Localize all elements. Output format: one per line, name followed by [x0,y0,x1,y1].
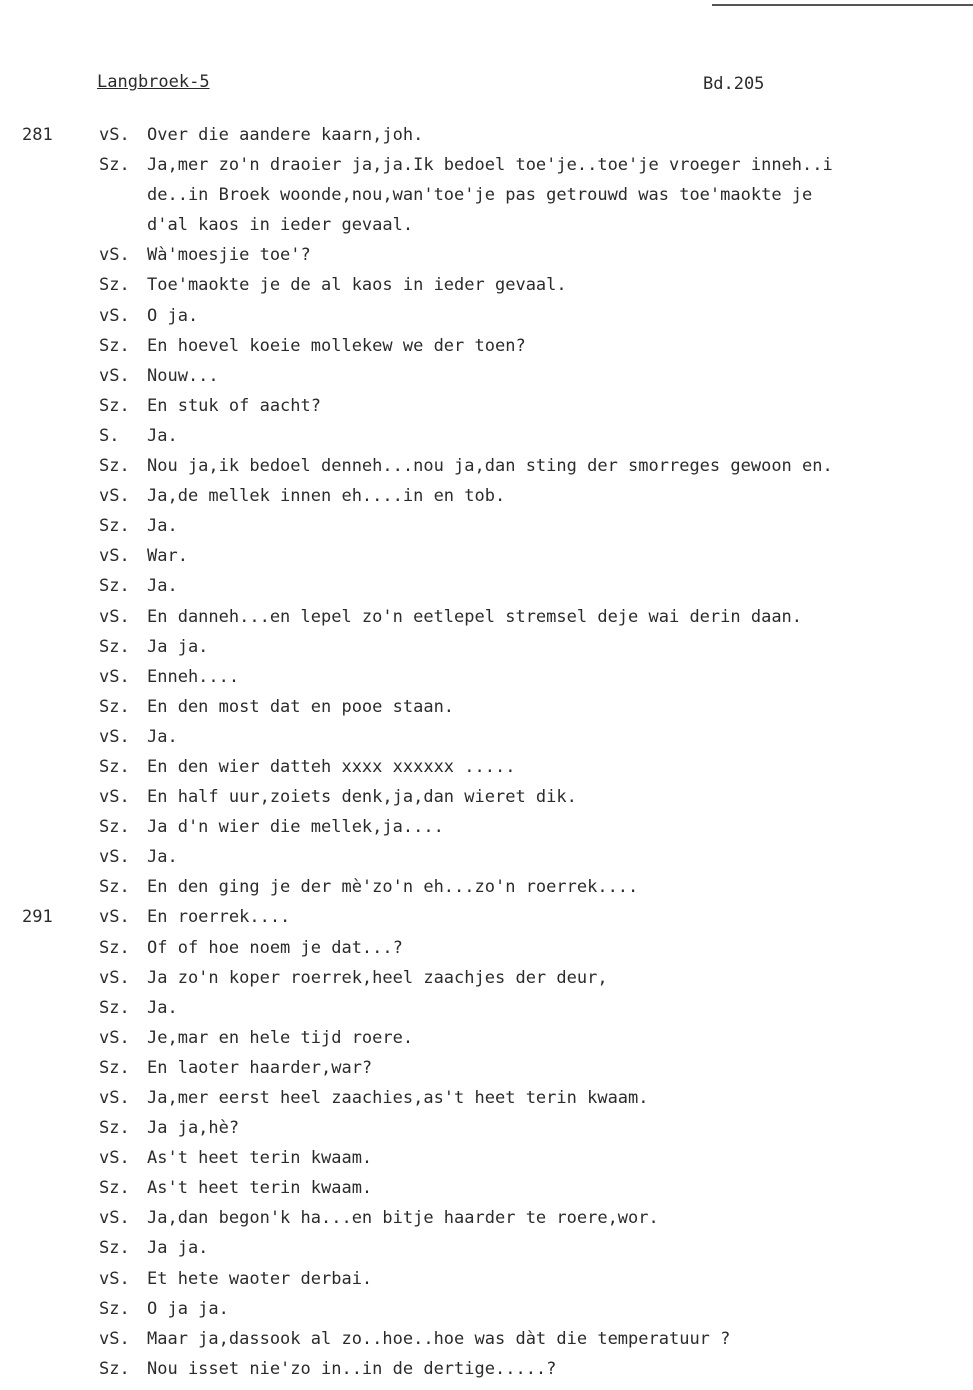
speaker-label: Sz. [99,456,130,477]
transcript-line [0,453,973,483]
speaker-label: vS. [99,847,130,868]
line-number: 291 [22,907,53,928]
transcript-line [0,1266,973,1296]
transcript-line [0,393,973,423]
utterance-text: En half uur,zoiets denk,ja,dan wieret dik. [147,787,577,808]
speaker-label: vS. [99,907,130,928]
utterance-text: O ja ja. [147,1298,229,1319]
utterance-text: Nou isset nie'zo in..in de dertige.....? [147,1358,557,1379]
utterance-text: O ja. [147,305,199,326]
utterance-text: Je,mar en hele tijd roere. [147,1027,414,1048]
speaker-label: vS. [99,967,130,988]
utterance-text: Of of hoe noem je dat...? [147,937,403,958]
transcript-line [0,965,973,995]
transcript-line [0,935,973,965]
utterance-text: Ja. [147,425,178,446]
utterance-text: Ja d'n wier die mellek,ja.... [147,817,444,838]
transcript-line [0,513,973,543]
utterance-text: Ja ja. [147,636,209,657]
utterance-text: Ja,dan begon'k ha...en bitje haarder te roere,wor. [147,1208,659,1229]
speaker-label: Sz. [99,576,130,597]
speaker-label: vS. [99,606,130,627]
utterance-text: Et hete waoter derbai. [147,1268,373,1289]
speaker-label: vS. [99,666,130,687]
utterance-text: de..in Broek woonde,nou,wan'toe'je pas getrouwd was toe'maokte je [147,185,813,206]
speaker-label: Sz. [99,1298,130,1319]
transcript-line [0,694,973,724]
utterance-text: Over die aandere kaarn,joh. [147,125,424,145]
utterance-text: Ja. [147,726,178,747]
transcript-line [0,1356,973,1386]
speaker-label: vS. [99,546,130,567]
utterance-text: As't heet terin kwaam. [147,1148,373,1169]
speaker-label: Sz. [99,696,130,717]
utterance-text: Ja ja,hè? [147,1118,240,1139]
utterance-text: Maar ja,dassook al zo..hoe..hoe was dàt die temperatuur ? [147,1328,731,1349]
utterance-text: Enneh.... [147,666,240,687]
transcript-line [0,1175,973,1205]
speaker-label: Sz. [99,1238,130,1259]
utterance-text: Nou ja,ik bedoel denneh...nou ja,dan sting der smorreges gewoon en. [147,456,833,477]
utterance-text: Nouw... [147,365,219,386]
speaker-label: Sz. [99,817,130,838]
transcript-line [0,1055,973,1085]
utterance-text: War. [147,546,188,567]
transcript-line [0,303,973,333]
transcript-line [0,182,973,212]
transcript-line [0,1326,973,1356]
utterance-text: En den ging je der mè'zo'n eh...zo'n roerrek.... [147,877,639,898]
utterance-text: d'al kaos in ieder gevaal. [147,215,414,236]
transcript-line [0,664,973,694]
utterance-text: En den wier datteh xxxx xxxxxx ..... [147,756,516,777]
transcript-line [0,1296,973,1326]
page-reference: Bd.205 [703,74,765,94]
speaker-label: vS. [99,365,130,386]
transcript-line [0,573,973,603]
speaker-label: Sz. [99,756,130,777]
speaker-label: Sz. [99,155,130,176]
transcript-line [0,904,973,934]
utterance-text: Ja,mer eerst heel zaachies,as't heet terin kwaam. [147,1088,649,1108]
speaker-label: Sz. [99,636,130,657]
utterance-text: Ja ja. [147,1238,209,1259]
transcript-line [0,724,973,754]
speaker-label: Sz. [99,997,130,1018]
transcript-line [0,242,973,272]
transcript-line [0,363,973,393]
transcript-line [0,754,973,784]
speaker-label: vS. [99,245,130,266]
transcript-line [0,543,973,573]
speaker-label: vS. [99,1328,130,1349]
transcript-line [0,212,973,242]
utterance-text: As't heet terin kwaam. [147,1178,373,1199]
utterance-text: En danneh...en lepel zo'n eetlepel stremsel deje wai derin daan. [147,606,803,627]
utterance-text: Ja. [147,576,178,597]
line-number: 281 [22,125,53,145]
transcript-line [0,333,973,363]
transcript-line [0,1235,973,1265]
transcript [0,122,973,1386]
speaker-label: Sz. [99,1118,130,1139]
speaker-label: vS. [99,1268,130,1289]
transcript-line [0,784,973,814]
speaker-label: vS. [99,1208,130,1229]
transcript-line [0,1205,973,1235]
speaker-label: vS. [99,305,130,326]
transcript-line [0,272,973,302]
utterance-text: Toe'maokte je de al kaos in ieder gevaal. [147,275,567,296]
transcript-line [0,152,973,182]
speaker-label: vS. [99,125,130,145]
transcript-line [0,122,973,152]
transcript-line [0,844,973,874]
speaker-label: vS. [99,486,130,507]
utterance-text: En hoevel koeie mollekew we der toen? [147,335,526,356]
utterance-text: En den most dat en pooe staan. [147,696,455,717]
utterance-text: Ja,mer zo'n draoier ja,ja.Ik bedoel toe'je..toe'je vroeger inneh..i [147,155,833,176]
transcript-line [0,995,973,1025]
utterance-text: Ja. [147,997,178,1018]
speaker-label: vS. [99,726,130,747]
document-title: Langbroek-5 [97,72,210,92]
transcript-line [0,483,973,513]
transcript-line [0,1115,973,1145]
utterance-text: En stuk of aacht? [147,395,321,416]
speaker-label: vS. [99,1088,130,1108]
transcript-line [0,423,973,453]
transcript-line [0,814,973,844]
speaker-label: Sz. [99,335,130,356]
speaker-label: vS. [99,1027,130,1048]
transcript-line [0,1025,973,1055]
speaker-label: Sz. [99,877,130,898]
utterance-text: Wà'moesjie toe'? [147,245,311,266]
utterance-text: En laoter haarder,war? [147,1057,373,1078]
speaker-label: S. [99,425,120,446]
utterance-text: Ja. [147,516,178,537]
utterance-text: Ja. [147,847,178,868]
speaker-label: vS. [99,1148,130,1169]
speaker-label: Sz. [99,1178,130,1199]
utterance-text: Ja zo'n koper roerrek,heel zaachjes der deur, [147,967,608,988]
speaker-label: Sz. [99,937,130,958]
transcript-line [0,604,973,634]
transcript-line [0,874,973,904]
speaker-label: Sz. [99,1057,130,1078]
speaker-label: vS. [99,787,130,808]
transcript-line [0,634,973,664]
speaker-label: Sz. [99,395,130,416]
speaker-label: Sz. [99,275,130,296]
transcript-line [0,1085,973,1115]
speaker-label: Sz. [99,1358,130,1379]
utterance-text: Ja,de mellek innen eh....in en tob. [147,486,506,507]
speaker-label: Sz. [99,516,130,537]
transcript-line [0,1145,973,1175]
top-rule [712,4,973,6]
utterance-text: En roerrek.... [147,907,291,928]
